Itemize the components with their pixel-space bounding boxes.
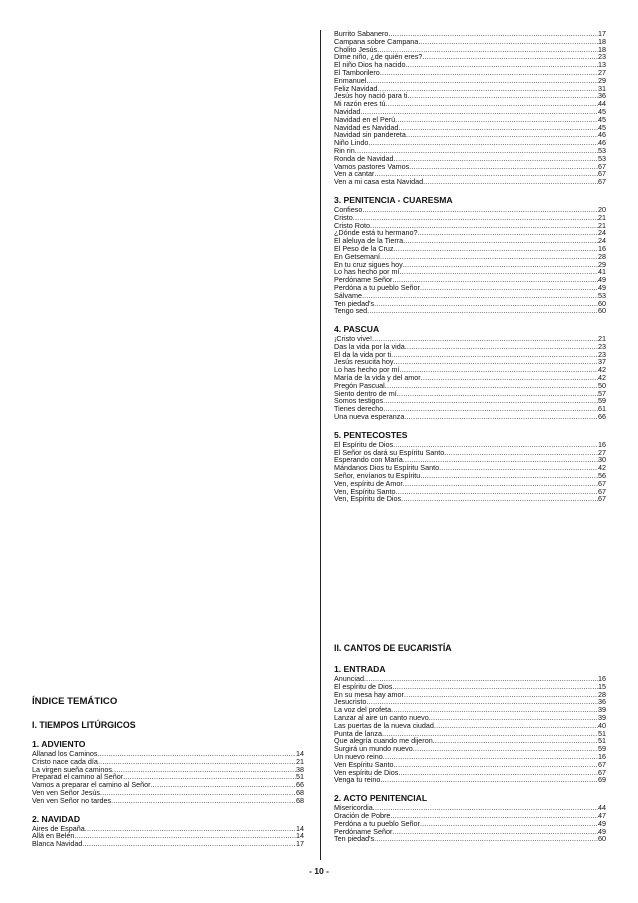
entry-title: Burrito Sabanero — [334, 29, 389, 38]
entry-title: El Espíritu de Dios — [334, 439, 394, 449]
entry-title: Cholito Jesús — [334, 44, 378, 54]
entry-title: Allá en Belén — [32, 831, 75, 841]
dot-leader — [418, 229, 598, 237]
entry-title: Una nueva esperanza — [334, 412, 405, 422]
entry-page-number: 51 — [598, 736, 606, 746]
entry-title: Sálvame — [334, 290, 362, 300]
dot-leader — [404, 691, 598, 699]
entry-page-number: 67 — [598, 767, 606, 777]
entry-title: Perdóna a tu pueblo Señor — [334, 282, 420, 292]
entry-title: Somos testigos — [334, 396, 384, 406]
index-entry — [334, 307, 606, 315]
section-entries — [334, 804, 606, 843]
entry-page-number: 23 — [598, 52, 606, 62]
dot-leader — [394, 245, 598, 253]
entry-page-number: 28 — [598, 251, 606, 261]
entry-title: Ven, Espíritu de Dios — [334, 494, 402, 504]
dot-leader — [444, 449, 598, 457]
entry-title: Siento dentro de mí — [334, 388, 397, 398]
dot-leader — [380, 776, 598, 784]
entry-title: Navidad — [334, 106, 361, 116]
entry-title: En su mesa hay amor — [334, 689, 404, 699]
entry-page-number: 21 — [598, 212, 606, 222]
section-entries — [334, 335, 606, 421]
entry-title: Perdóname Señor — [334, 275, 393, 285]
entry-page-number: 45 — [598, 122, 606, 132]
entry-title: Las puertas de la nueva ciudad — [334, 720, 434, 730]
entry-title: Navidad sin pandereta — [334, 130, 406, 140]
index-entry — [32, 797, 304, 805]
entry-page-number: 67 — [598, 759, 606, 769]
entry-page-number: 67 — [598, 494, 606, 504]
entry-title: Ven ven Señor Jesús — [32, 787, 100, 797]
dot-leader — [380, 253, 598, 261]
entry-title: Feliz Navidad — [334, 83, 378, 93]
entry-page-number: 45 — [598, 106, 606, 116]
entry-page-number: 67 — [598, 478, 606, 488]
entry-page-number: 60 — [598, 306, 606, 316]
eucaristia-sections — [334, 664, 606, 843]
entry-page-number: 27 — [598, 447, 606, 457]
entry-page-number: 24 — [598, 236, 606, 246]
entry-title: Ronda de Navidad — [334, 153, 394, 163]
entry-title: ¡Cristo vive! — [334, 334, 372, 344]
index-entry — [334, 214, 606, 222]
entry-page-number: 57 — [598, 388, 606, 398]
entry-page-number: 59 — [598, 744, 606, 754]
index-entry — [334, 178, 606, 186]
entry-title: Rin rin — [334, 145, 355, 155]
entry-title: Aires de España — [32, 823, 85, 833]
dot-leader — [74, 832, 296, 840]
entry-page-number: 51 — [598, 728, 606, 738]
entry-page-number: 66 — [598, 412, 606, 422]
dot-leader — [362, 206, 598, 214]
page-number: - 10 - — [308, 866, 330, 876]
entry-page-number: 16 — [598, 243, 606, 253]
section-heading: 5. PENTECOSTES — [334, 429, 408, 440]
entry-page-number: 60 — [598, 298, 606, 308]
dot-leader — [112, 766, 296, 774]
entry-page-number: 36 — [598, 697, 606, 707]
part-heading-cantos-eucaristia: II. CANTOS DE EUCARISTÍA — [334, 643, 452, 653]
index-entry — [334, 495, 606, 503]
dot-leader — [420, 472, 598, 480]
entry-page-number: 16 — [598, 674, 606, 683]
dot-leader — [392, 828, 598, 836]
dot-leader — [366, 698, 598, 706]
entry-title: Ven espíritu de Dios — [334, 767, 399, 777]
entry-page-number: 28 — [598, 689, 606, 699]
entry-page-number: 68 — [296, 787, 304, 797]
entry-title: Oración de Pobre — [334, 810, 391, 820]
dot-leader — [403, 237, 598, 245]
dot-leader — [397, 390, 598, 398]
entry-title: Ven ven Señor no tardes — [32, 795, 112, 805]
entry-title: Perdóna a tu pueblo Señor — [334, 818, 420, 828]
part-heading-tiempos-liturgicos: I. TIEMPOS LITÚRGICOS — [32, 720, 136, 730]
section-heading: 4. PASCUA — [334, 324, 380, 335]
dot-leader — [386, 100, 598, 108]
entry-title: Jesús hoy nació para ti — [334, 91, 408, 101]
entry-title: Tienes derecho — [334, 404, 384, 414]
entry-page-number: 42 — [598, 365, 606, 375]
right-column — [334, 30, 606, 503]
entry-page-number: 23 — [598, 341, 606, 351]
dot-leader — [383, 405, 598, 413]
entry-page-number: 67 — [598, 169, 606, 179]
entry-title: Jesucristo — [334, 697, 367, 707]
index-entry — [334, 292, 606, 300]
dot-leader — [82, 840, 296, 848]
index-entry — [334, 206, 606, 214]
entry-title: Ten piedad's — [334, 834, 375, 844]
entry-page-number: 49 — [598, 826, 606, 836]
index-entry — [334, 413, 606, 421]
dot-leader — [418, 38, 598, 46]
dot-leader — [439, 464, 598, 472]
entry-page-number: 38 — [296, 764, 304, 774]
entry-title: Ven, Espíritu Santo — [334, 486, 396, 496]
column-divider — [320, 30, 321, 860]
entry-title: El Tamborilero — [334, 67, 380, 77]
entry-page-number: 29 — [598, 259, 606, 269]
dot-leader — [111, 797, 296, 805]
index-entry — [334, 131, 606, 139]
entry-page-number: 39 — [598, 712, 606, 722]
entry-page-number: 67 — [598, 177, 606, 187]
entry-title: Preparad el camino al Señor — [32, 772, 124, 782]
entry-title: Lo has hecho por mí — [334, 267, 400, 277]
entry-page-number: 53 — [598, 153, 606, 163]
entry-page-number: 24 — [598, 228, 606, 238]
entry-title: Ten piedad's — [334, 298, 375, 308]
dot-leader — [403, 261, 598, 269]
section-heading: 2. NAVIDAD — [32, 813, 81, 824]
entry-title: Un nuevo reino — [334, 751, 383, 761]
dot-leader — [401, 495, 598, 503]
entry-title: Campana sobre Campana — [334, 36, 419, 46]
entry-page-number: 67 — [598, 486, 606, 496]
entry-page-number: 69 — [598, 775, 606, 785]
dot-leader — [400, 268, 598, 276]
index-entry — [334, 163, 606, 171]
section-heading: 1. ENTRADA — [334, 664, 386, 674]
entry-title: El espíritu de Dios — [334, 681, 393, 691]
index-entry — [334, 100, 606, 108]
entry-title: Pregón Pascual — [334, 380, 385, 390]
dot-leader — [85, 825, 296, 833]
right-sections — [334, 195, 606, 503]
entry-title: En tu cruz sigues hoy — [334, 259, 403, 269]
entry-page-number: 42 — [598, 463, 606, 473]
entry-title: Vamos pastores Vamos — [334, 161, 410, 171]
dot-leader — [398, 769, 598, 777]
entry-page-number: 14 — [296, 823, 304, 833]
entry-title: Misericordia — [334, 803, 373, 813]
index-entry — [334, 776, 606, 784]
dot-leader — [392, 683, 598, 691]
entry-title: Cristo — [334, 212, 353, 222]
dot-leader — [413, 745, 598, 753]
dot-leader — [373, 804, 598, 812]
entry-page-number: 23 — [598, 349, 606, 359]
entry-title: En Getsemaní — [334, 251, 380, 261]
dot-leader — [353, 214, 598, 222]
left-sections — [32, 739, 304, 848]
dot-leader — [380, 69, 598, 77]
entry-page-number: 45 — [598, 114, 606, 124]
dot-leader — [420, 820, 598, 828]
entry-page-number: 31 — [598, 83, 606, 93]
dot-leader — [405, 343, 598, 351]
dot-leader — [372, 335, 598, 343]
dot-leader — [433, 737, 598, 745]
index-entry — [334, 284, 606, 292]
dot-leader — [394, 761, 598, 769]
entry-page-number: 49 — [598, 818, 606, 828]
dot-leader — [388, 30, 598, 38]
dot-leader — [151, 781, 296, 789]
dot-leader — [394, 155, 598, 163]
dot-leader — [403, 480, 598, 488]
entry-title: El niño Dios ha nacido — [334, 60, 406, 70]
entry-title: María de la vida y del amor — [334, 373, 421, 383]
dot-leader — [404, 413, 598, 421]
entry-page-number: 56 — [598, 471, 606, 481]
dot-leader — [378, 85, 598, 93]
dot-leader — [394, 358, 598, 366]
dot-leader — [391, 351, 598, 359]
entry-title: Cristo Roto — [334, 220, 370, 230]
entry-page-number: 49 — [598, 275, 606, 285]
dot-leader — [100, 789, 296, 797]
dot-leader — [362, 292, 598, 300]
dot-leader — [98, 758, 296, 766]
index-entry — [334, 139, 606, 147]
entry-title: Que alegría cuando me dijeron — [334, 736, 433, 746]
entry-page-number: 59 — [598, 396, 606, 406]
entry-page-number: 49 — [598, 282, 606, 292]
dot-leader — [374, 300, 598, 308]
entry-title: Blanca Navidad — [32, 839, 83, 849]
entry-page-number: 29 — [598, 75, 606, 85]
entry-title: Dime niño, ¿de quién eres? — [334, 52, 423, 62]
section-entries — [32, 750, 304, 805]
dot-leader — [395, 116, 598, 124]
entry-page-number: 67 — [598, 161, 606, 171]
index-entry — [334, 300, 606, 308]
dot-leader — [396, 488, 598, 496]
entry-page-number: 44 — [598, 99, 606, 109]
entry-page-number: 17 — [296, 839, 304, 849]
entry-page-number: 37 — [598, 357, 606, 367]
dot-leader — [421, 374, 598, 382]
index-entry — [32, 840, 304, 848]
entry-title: El aleluya de la Tierra — [334, 236, 404, 246]
entry-title: La virgen sueña caminos — [32, 764, 112, 774]
dot-leader — [383, 753, 598, 761]
entry-page-number: 27 — [598, 67, 606, 77]
dot-leader — [400, 366, 598, 374]
entry-title: Venga tu reino — [334, 775, 381, 785]
navidad-continued-list — [334, 30, 606, 186]
entry-page-number: 41 — [598, 267, 606, 277]
entry-page-number: 44 — [598, 803, 606, 813]
entry-page-number: 39 — [598, 705, 606, 715]
entry-page-number: 51 — [296, 772, 304, 782]
entry-page-number: 17 — [598, 29, 606, 38]
entry-title: Mi razón eres tú — [334, 99, 386, 109]
entry-title: Navidad en el Perú — [334, 114, 396, 124]
section-heading: 1. ADVIENTO — [32, 739, 86, 749]
dot-leader — [374, 835, 598, 843]
eucaristia-block — [334, 643, 606, 843]
entry-title: Lo has hecho por mí — [334, 365, 400, 375]
dot-leader — [98, 750, 296, 758]
entry-title: Señor, envíanos tu Espíritu — [334, 471, 421, 481]
index-entry — [334, 835, 606, 843]
entry-page-number: 40 — [598, 720, 606, 730]
section-heading: 2. ACTO PENITENCIAL — [334, 793, 428, 804]
entry-page-number: 30 — [598, 455, 606, 465]
entry-title: Mándanos Dios tu Espíritu Santo — [334, 463, 440, 473]
section-entries — [334, 675, 606, 784]
dot-leader — [429, 714, 598, 722]
entry-title: El Señor os dará su Espíritu Santo — [334, 447, 445, 457]
dot-leader — [406, 131, 598, 139]
entry-title: Confieso — [334, 204, 363, 214]
dot-leader — [422, 53, 598, 61]
entry-page-number: 46 — [598, 130, 606, 140]
entry-title: Surgirá un mundo nuevo — [334, 744, 413, 754]
dot-leader — [364, 675, 598, 683]
entry-title: El da la vida por ti — [334, 349, 392, 359]
entry-page-number: 21 — [296, 756, 304, 766]
dot-leader — [385, 382, 598, 390]
entry-page-number: 20 — [598, 204, 606, 214]
entry-title: Tengo sed — [334, 306, 368, 316]
entry-page-number: 13 — [598, 60, 606, 70]
dot-leader — [366, 77, 598, 85]
entry-page-number: 61 — [598, 404, 606, 414]
dot-leader — [383, 397, 598, 405]
entry-title: Perdóname Señor — [334, 826, 393, 836]
entry-page-number: 16 — [598, 439, 606, 449]
section-heading: 3. PENITENCIA - CUARESMA — [334, 194, 453, 205]
entry-page-number: 46 — [598, 138, 606, 148]
entry-page-number: 47 — [598, 810, 606, 820]
entry-title: Ven a mi casa esta Navidad — [334, 177, 424, 187]
dot-leader — [408, 92, 598, 100]
entry-title: Ven, espíritu de Amor — [334, 478, 403, 488]
entry-title: Esperando con María — [334, 455, 403, 465]
dot-leader — [423, 178, 598, 186]
dot-leader — [409, 163, 598, 171]
entry-page-number: 36 — [598, 91, 606, 101]
entry-title: Anunciad — [334, 674, 364, 683]
entry-title: Punta de lanza — [334, 728, 382, 738]
index-entry — [334, 69, 606, 77]
dot-leader — [406, 61, 598, 69]
entry-page-number: 50 — [598, 380, 606, 390]
index-entry — [334, 828, 606, 836]
entry-page-number: 21 — [598, 220, 606, 230]
entry-page-number: 18 — [598, 44, 606, 54]
dot-leader — [398, 124, 598, 132]
left-column — [32, 696, 304, 848]
entry-title: ¿Dónde está tu hermano? — [334, 228, 418, 238]
entry-title: Lanzar al aire un canto nuevo — [334, 712, 429, 722]
entry-page-number: 53 — [598, 290, 606, 300]
dot-leader — [390, 812, 598, 820]
entry-page-number: 18 — [598, 36, 606, 46]
entry-title: Allanad los Caminos — [32, 749, 98, 758]
dot-leader — [392, 276, 598, 284]
section-entries — [334, 441, 606, 503]
dot-leader — [367, 307, 598, 315]
dot-leader — [420, 284, 598, 292]
entry-title: Enmanuel — [334, 75, 367, 85]
dot-leader — [360, 108, 598, 116]
dot-leader — [368, 139, 598, 147]
entry-title: Jesús resucita hoy — [334, 357, 394, 367]
entry-title: La voz del profeta — [334, 705, 392, 715]
entry-title: Ven Espíritu Santo — [334, 759, 394, 769]
index-title: ÍNDICE TEMÁTICO — [32, 696, 118, 707]
entry-page-number: 14 — [296, 749, 304, 758]
section-entries — [32, 825, 304, 848]
entry-page-number: 60 — [598, 834, 606, 844]
entry-title: Das la vida por la vida — [334, 341, 405, 351]
entry-title: Navidad es Navidad — [334, 122, 399, 132]
entry-title: Ven a cantar — [334, 169, 375, 179]
entry-page-number: 14 — [296, 831, 304, 841]
section-entries — [334, 206, 606, 315]
entry-page-number: 42 — [598, 373, 606, 383]
entry-page-number: 21 — [598, 334, 606, 344]
entry-page-number: 66 — [296, 780, 304, 790]
index-entry — [334, 691, 606, 699]
entry-page-number: 15 — [598, 681, 606, 691]
entry-page-number: 16 — [598, 751, 606, 761]
entry-title: Vamos a preparar el camino al Señor — [32, 780, 151, 790]
entry-page-number: 53 — [598, 145, 606, 155]
entry-title: Cristo nace cada día — [32, 756, 98, 766]
entry-title: Niño Lindo — [334, 138, 369, 148]
entry-title: El Peso de la Cruz — [334, 243, 394, 253]
dot-leader — [434, 722, 598, 730]
entry-page-number: 68 — [296, 795, 304, 805]
